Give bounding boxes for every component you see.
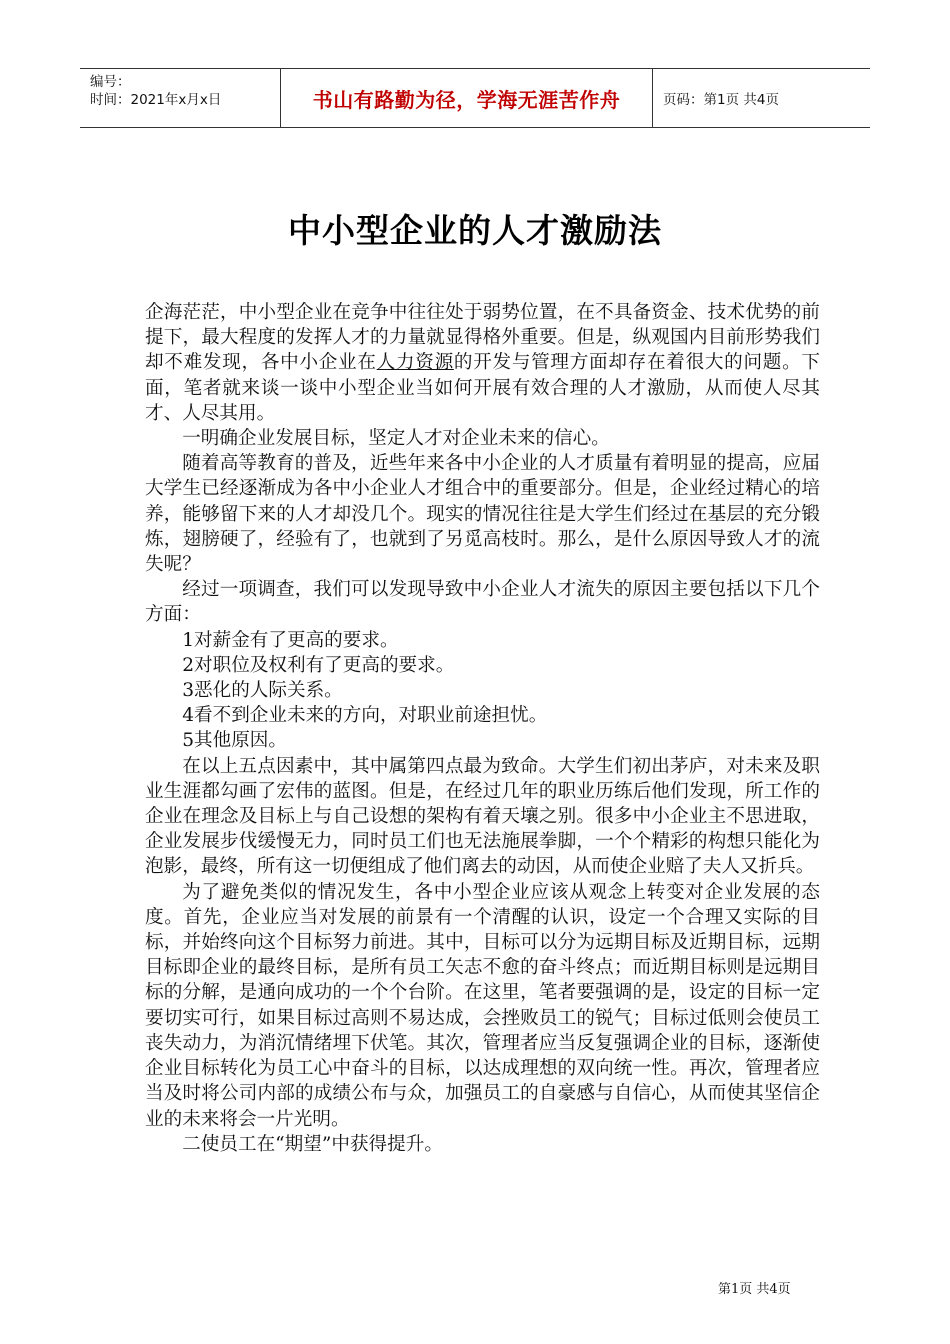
paragraph-intro-part1: 企海茫茫，中小型企业在竞争中往往处于弱势位置，在不具备资金、技术优势的前提下，最大程度的发挥人才的力量就显得格外重要。但是，纵观国内目前形势我们却不难发现，各中小企业在 — [145, 302, 820, 374]
paragraph-talent-loss: 随着高等教育的普及，近些年来各中小企业的人才质量有着明显的提高，应届大学生已经逐渐成为各中小企业人才组合中的重要部分。但是，企业经过精心的培养，能够留下来的人才却没几个。现实的情况往往是大学生们经过在基层的充分锻炼，翅膀硬了，经验有了，也就到了另觅高枝时。那么，是什么原因导致人才的流失呢？ — [145, 453, 820, 576]
list-item: 1对薪金有了更高的要求。 — [182, 629, 399, 651]
list-item: 2对职位及权利有了更高的要求。 — [182, 654, 455, 676]
header-page-info: 页码：第1页 共4页 — [663, 92, 779, 108]
section-heading-2: 二使员工在“期望”中获得提升。 — [182, 1133, 443, 1155]
paragraph-goals: 为了避免类似的情况发生，各中小型企业应该从观念上转变对企业发展的态度。首先，企业应当对发展的前景有一个清醒的认识，设定一个合理又实际的目标，并始终向这个目标努力前进。其中，目标可以分为远期目标及近期目标，远期目标即企业的最终目标，是所有员工矢志不愈的奋斗终点；而近期目标则是远期目标的分解，是通向成功的一个个台阶。在这里，笔者要强调的是，设定的目标一定要切实可行，如果目标过高则不易达成，会挫败员工的锐气；目标过低则会使员工丧失动力，为消沉情绪埋下伏笔。其次，管理者应当反复强调企业的目标，逐渐使企业目标转化为员工心中奋斗的目标，以达成理想的双向统一性。再次，管理者应当及时将公司内部的成绩公布与众，加强员工的自豪感与自信心，从而使其坚信企业的未来将会一片光明。 — [145, 881, 820, 1130]
paragraph-factors: 在以上五点因素中，其中属第四点最为致命。大学生们初出茅庐，对未来及职业生涯都勾画了宏伟的蓝图。但是，在经过几年的职业历练后他们发现，所工作的企业在理念及目标上与自己设想的架构有着天壤之别。很多中小企业主不思进取，企业发展步伐缓慢无力，同时员工们也无法施展拳脚，一个个精彩的构想只能化为泡影，最终，所有这一切便组成了他们离去的动因，从而使企业赔了夫人又折兵。 — [145, 755, 820, 878]
list-item: 5其他原因。 — [182, 730, 287, 752]
list-item: 3恶化的人际关系。 — [182, 680, 343, 702]
header-meta — [80, 69, 281, 127]
document-title: 中小型企业的人才激励法 — [288, 211, 662, 250]
document-body — [145, 300, 820, 1157]
header-number-label: 编号： — [90, 74, 131, 90]
section-heading-1: 一明确企业发展目标，坚定人才对企业未来的信心。 — [182, 428, 610, 450]
human-resources-link[interactable]: 人力资源 — [376, 352, 454, 374]
paragraph-intro — [145, 300, 820, 426]
header-motto: 书山有路勤为径，学海无涯苦作舟 — [281, 69, 653, 127]
paragraph-survey: 经过一项调查，我们可以发现导致中小企业人才流失的原因主要包括以下几个方面： — [145, 579, 820, 626]
list-item: 4看不到企业未来的方向，对职业前途担忧。 — [182, 705, 548, 727]
header-date-label: 时间：2021年x月x日 — [90, 92, 222, 108]
page-header — [80, 68, 870, 128]
page-footer: 第1页 共4页 — [718, 1282, 791, 1297]
paragraph-intro-part2: 的开发与管理方面却存在着很大的问题。下面，笔者就来谈一谈中小型企业当如何开展有效合理的人才激励，从而使人尽其才、人尽其用。 — [145, 352, 820, 424]
